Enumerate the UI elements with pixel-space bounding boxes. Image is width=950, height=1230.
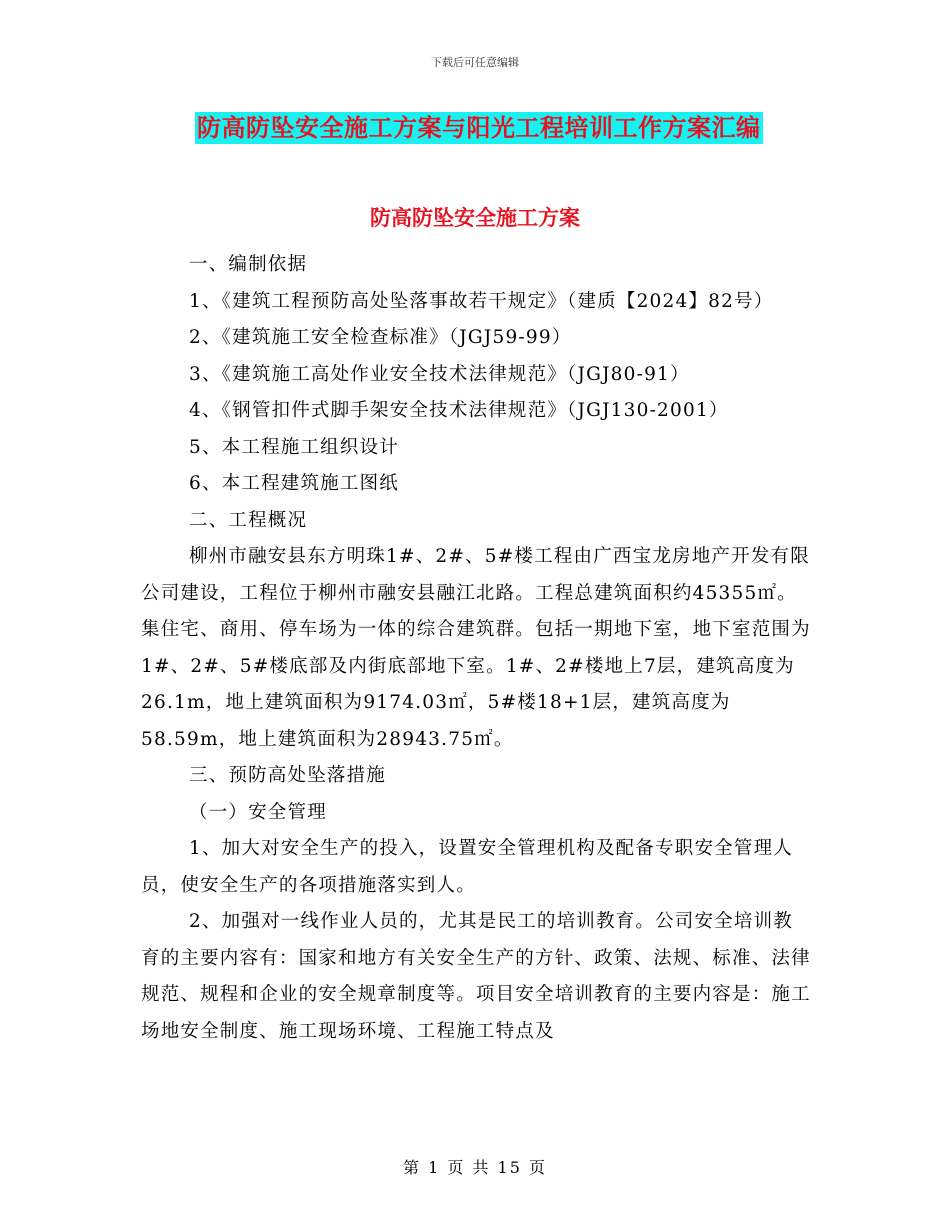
heading-overview: 二、工程概况 (189, 509, 308, 531)
basis-item-4: 4、《钢管扣件式脚手架安全技术法律规范》（JGJ130-2001） (189, 400, 729, 421)
overview-paragraph: 柳州市融安县东方明珠1#、2#、5#楼工程由广西宝龙房地产开发有限公司建设，工程位于柳州市融安县融江北路。工程总建筑面积约45355㎡。集住宅、商用、停车场为一体的综合建筑群。包括一期地下室，地下室范围为1#、2#、5#楼底部及内街底部地下室。1#、2#楼地上7层，建筑高度为26.1m，地上建筑面积为9174.03㎡，5#楼18+1层，建筑高度为58.59m，地上建筑面积为28943.75㎡。 (141, 546, 811, 750)
measure-item-1: 1、加大对安全生产的投入，设置安全管理机构及配备专职安全管理人员，使安全生产的各项措施落实到人。 (141, 838, 793, 896)
measure-item-2: 2、加强对一线作业人员的，尤其是民工的培训教育。公司安全培训教育的主要内容有：国家和地方有关安全生产的方针、政策、法规、标准、法律规范、规程和企业的安全规章制度等。项目安全培训教育的主要内容是：施工场地安全制度、施工现场环境、工程施工特点及 (141, 911, 811, 1042)
basis-item-1: 1、《建筑工程预防高处坠落事故若干规定》（建质【2024】82号） (189, 290, 774, 312)
basis-item-6: 6、本工程建筑施工图纸 (189, 473, 399, 494)
section-title: 防高防坠安全施工方案 (370, 205, 580, 230)
basis-item-3: 3、《建筑施工高处作业安全技术法律规范》（JGJ80-91） (189, 363, 690, 385)
document-body (141, 247, 811, 1050)
heading-basis: 一、编制依据 (189, 254, 308, 275)
basis-item-2: 2、《建筑施工安全检查标准》（JGJ59-99） (189, 327, 572, 348)
heading-measures: 三、预防高处坠落措施 (189, 765, 387, 786)
basis-item-5: 5、本工程施工组织设计 (189, 436, 399, 458)
document-main-title: 防高防坠安全施工方案与阳光工程培训工作方案汇编 (197, 113, 761, 142)
page-footer: 第 1 页 共 15 页 (403, 1158, 547, 1177)
header-note: 下载后可任意编辑 (431, 56, 519, 69)
subheading-safety-management: （一）安全管理 (189, 801, 327, 823)
